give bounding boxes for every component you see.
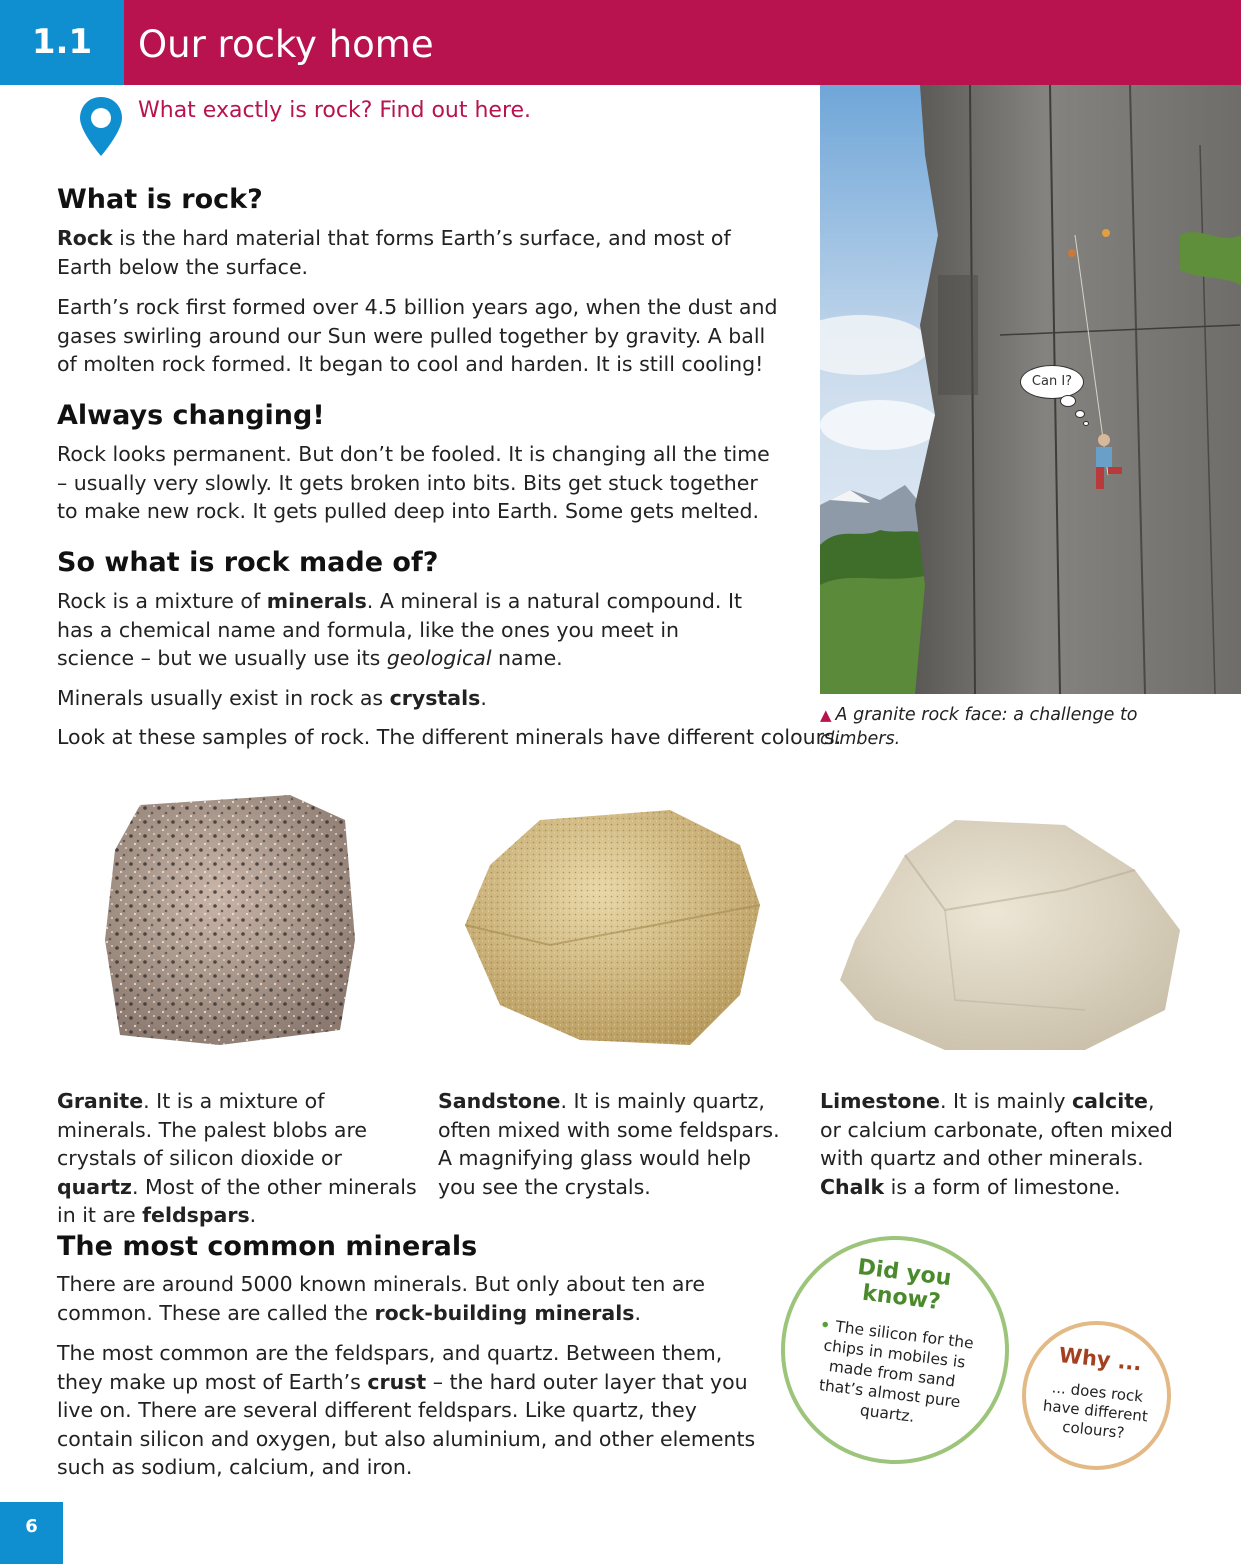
page-number: 6 <box>0 1502 63 1564</box>
term-rock: Rock <box>57 226 113 250</box>
paragraph-feldspars-quartz <box>57 1339 772 1482</box>
thought-dot <box>1083 421 1089 426</box>
text: . <box>249 1203 257 1227</box>
page-title: Our rocky home <box>138 23 434 66</box>
triangle-up-icon: ▲ <box>820 706 832 724</box>
why-callout <box>1022 1321 1171 1470</box>
did-you-know-text <box>799 1313 986 1434</box>
text: . A mineral is a natural compound. It has a chemical name and formula, like the ones you meet in science – but we usually use its <box>57 589 743 670</box>
term-chalk: Chalk <box>820 1174 885 1199</box>
heading-rock-made-of: So what is rock made of? <box>57 547 439 578</box>
did-you-know-title: Did you know? <box>856 1254 953 1316</box>
paragraph-always-changing: Rock looks permanent. But don’t be fooled. It is changing all the time – usually very slowly. It gets broken into bits. Bits get stuck together to make new rock. It gets pulled deep into Earth. Some gets melted. <box>57 442 770 523</box>
sandstone-label: Sandstone <box>438 1089 561 1113</box>
term-calcite: calcite <box>1072 1089 1148 1113</box>
paragraph-known-minerals <box>57 1270 767 1327</box>
term-minerals: minerals <box>266 589 367 613</box>
limestone-caption <box>820 1087 1180 1201</box>
granite-caption <box>57 1087 417 1230</box>
granite-label: Granite <box>57 1089 144 1113</box>
location-pin-icon <box>76 94 126 160</box>
text: Minerals usually exist in rock as <box>57 686 390 710</box>
text: . It is mainly quartz, often mixed with some feldspars. A magnifying glass would help you see the crystals. <box>438 1089 780 1199</box>
term-rock-building-minerals: rock-building minerals <box>374 1300 635 1325</box>
limestone-image <box>835 810 1185 1064</box>
text: The most common are the feldspars, and quartz. Between them, they make up most of Earth’s <box>57 1341 723 1394</box>
paragraph-rock-origin: Earth’s rock first formed over 4.5 billion years ago, when the dust and gases swirling around our Sun were pulled together by gravity. A ball of molten rock formed. It began to cool and harden. It is still cooling! <box>57 295 778 376</box>
text: There are around 5000 known minerals. But only about ten are common. These are called the <box>57 1272 706 1325</box>
term-crust: crust <box>367 1369 427 1394</box>
thought-dot <box>1060 395 1076 407</box>
text: is a form of limestone. <box>884 1174 1121 1199</box>
why-text: ... does rock have different colours? <box>1042 1378 1149 1443</box>
term-feldspars: feldspars <box>142 1203 250 1227</box>
paragraph-samples: Look at these samples of rock. The different minerals have different colours. <box>57 725 842 749</box>
did-you-know-callout <box>781 1236 1009 1464</box>
term-crystals: crystals <box>389 686 481 710</box>
section-number: 1.1 <box>0 0 124 85</box>
paragraph-rock-definition <box>57 224 777 281</box>
text: . <box>480 686 487 710</box>
text: . Most of the other minerals in it are <box>57 1174 417 1227</box>
sandstone-caption <box>438 1087 783 1201</box>
term-quartz: quartz <box>57 1174 132 1199</box>
text: . <box>634 1300 641 1325</box>
caption-text: A granite rock face: a challenge to climbers. <box>820 705 1138 749</box>
heading-what-is-rock: What is rock? <box>57 184 263 215</box>
heading-common-minerals: The most common minerals <box>57 1231 478 1262</box>
bullet-icon: • <box>819 1315 837 1336</box>
text: , or calcium carbonate, often mixed with quartz and other minerals. <box>820 1089 1173 1170</box>
text: The silicon for the chips in mobiles is made from sand that’s almost pure quartz. <box>818 1317 975 1426</box>
term-geological: geological <box>386 646 492 670</box>
limestone-label: Limestone <box>820 1089 940 1113</box>
heading-always-changing: Always changing! <box>57 400 325 431</box>
text: name. <box>491 646 563 670</box>
photo-caption <box>820 703 1220 751</box>
paragraph-minerals <box>57 587 757 673</box>
text: – the hard outer layer that you live on. There are several different feldspars. Like quartz, they contain silicon and oxygen, but also aluminium, and other elements such as sodium, calcium, and iron. <box>57 1369 756 1479</box>
text: Rock is a mixture of <box>57 589 267 613</box>
why-title: Why ... <box>1057 1342 1143 1376</box>
speech-bubble: Can I? <box>1020 365 1084 399</box>
paragraph-crystals <box>57 684 777 713</box>
thought-dot <box>1075 410 1085 418</box>
granite-image <box>100 790 360 1054</box>
granite-cliff-photo <box>820 85 1241 694</box>
sandstone-image <box>460 805 765 1059</box>
learning-objective: What exactly is rock? Find out here. <box>138 98 532 123</box>
text: . It is mainly <box>939 1089 1073 1113</box>
text: is the hard material that forms Earth’s surface, and most of Earth below the surface. <box>57 226 731 279</box>
text: . It is a mixture of minerals. The palest blobs are crystals of silicon dioxide or <box>57 1089 368 1170</box>
